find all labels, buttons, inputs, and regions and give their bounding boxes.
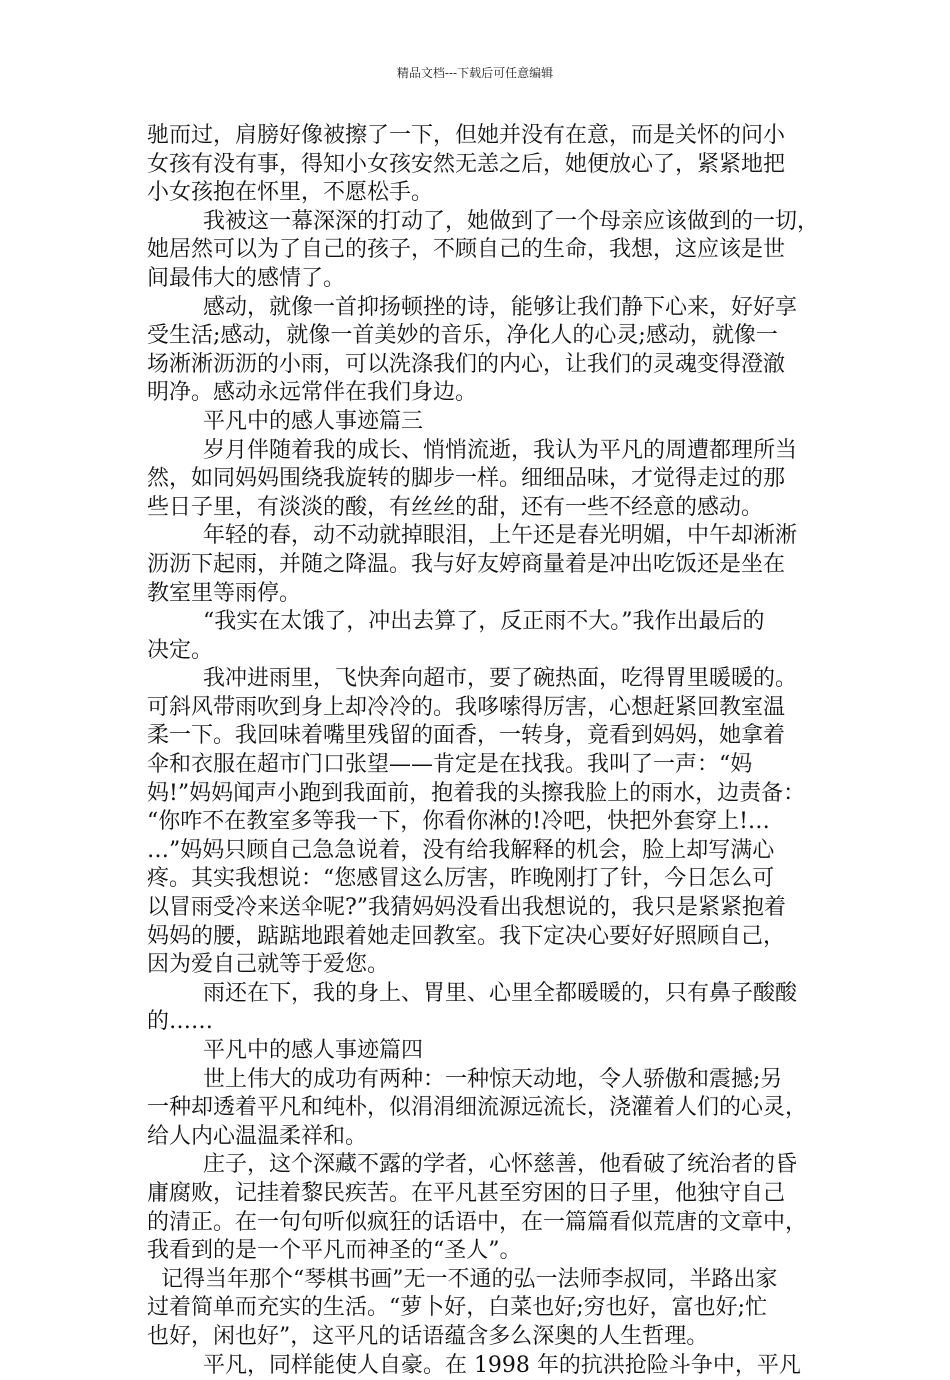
text-line: 给人内心温温柔祥和。 [147, 1123, 368, 1149]
text-line: 世上伟大的成功有两种：一种惊天动地，令人骄傲和震撼;另 [147, 1066, 783, 1092]
text-line: 的清正。在一句句听似疯狂的话语中，在一篇篇看似荒唐的文章中， [147, 1209, 808, 1235]
text-line: 沥沥下起雨，并随之降温。我与好友婷商量着是冲出吃饭还是坐在 [147, 551, 786, 577]
text-line: 我看到的是一个平凡而神圣的“圣人”。 [147, 1238, 522, 1264]
text-line: 庸腐败，记挂着黎民疾苦。在平凡甚至穷困的日子里，他独守自己 [147, 1180, 786, 1206]
text-line: 然，如同妈妈围绕我旋转的脚步一样。细细品味，才觉得走过的那 [147, 466, 786, 492]
text-line: 妈妈的腰，踮踮地跟着她走回教室。我下定决心要好好照顾自己， [147, 923, 786, 949]
text-line: 明净。感动永远常伴在我们身边。 [147, 380, 478, 406]
text-line: 教室里等雨停。 [147, 580, 302, 606]
text-line: 岁月伴随着我的成长、悄悄流逝，我认为平凡的周遭都理所当 [147, 437, 797, 463]
text-line: 过着简单而充实的生活。“萝卜好，白菜也好;穷也好，富也好;忙 [147, 1295, 768, 1321]
text-line: 场淅淅沥沥的小雨，可以洗涤我们的内心，让我们的灵魂变得澄澈 [147, 351, 786, 377]
text-line: 记得当年那个“琴棋书画”无一不通的弘一法师李叔同，半路出家 [147, 1266, 778, 1292]
text-line: 间最伟大的感情了。 [147, 265, 346, 291]
text-line: 平凡中的感人事迹篇三 [147, 408, 423, 434]
text-line: 平凡中的感人事迹篇四 [147, 1038, 423, 1063]
text-line: 可斜风带雨吹到身上却冷冷的。我哆嗦得厉害，心想赶紧回教室温 [147, 694, 786, 720]
text-line: 决定。 [147, 637, 214, 663]
text-line: 伞和衣服在超市门口张望——肯定是在找我。我叫了一声：“妈 [147, 752, 753, 778]
text-line: 驰而过，肩膀好像被擦了一下，但她并没有在意，而是关怀的问小 [147, 123, 786, 148]
text-line: 受生活;感动，就像一首美妙的音乐，净化人的心灵;感动，就像一 [147, 323, 778, 349]
text-line: 平凡，同样能使人自豪。在 1998 年的抗洪抢险斗争中，平凡 [147, 1352, 801, 1378]
text-line: 她居然可以为了自己的孩子，不顾自己的生命，我想，这应该是世 [147, 237, 786, 263]
text-line: 也好，闲也好”，这平凡的话语蕴含多么深奥的人生哲理。 [147, 1323, 709, 1349]
text-line: 以冒雨受冷来送伞呢?”我猜妈妈没看出我想说的，我只是紧紧抱着 [147, 895, 787, 921]
text-line: …”妈妈只顾自己急急说着，没有给我解释的机会，脸上却写满心 [147, 837, 775, 863]
text-line: 年轻的春，动不动就掉眼泪，上午还是春光明媚，中午却淅淅 [147, 523, 797, 549]
document-body [147, 122, 819, 1380]
text-line: 我被这一幕深深的打动了，她做到了一个母亲应该做到的一切， [147, 208, 819, 234]
text-line: 柔一下。我回味着嘴里残留的面香，一转身，竟看到妈妈，她拿着 [147, 723, 786, 749]
text-line: 些日子里，有淡淡的酸，有丝丝的甜，还有一些不经意的感动。 [147, 494, 764, 520]
text-line: 一种却透着平凡和纯朴，似涓涓细流源远流长，浇灌着人们的心灵， [147, 1095, 808, 1121]
text-line: 妈!”妈妈闻声小跑到我面前，抱着我的头擦我脸上的雨水，边责备： [147, 780, 806, 806]
text-line: 我冲进雨里，飞快奔向超市，要了碗热面，吃得胃里暖暖的。 [147, 666, 797, 692]
text-line: 的…… [147, 1009, 214, 1035]
text-line: 女孩有没有事，得知小女孩安然无恙之后，她便放心了，紧紧地把 [147, 151, 786, 177]
page-header: 精品文档---下载后可任意编辑 [396, 66, 554, 80]
text-line: 小女孩抱在怀里，不愿松手。 [147, 180, 434, 206]
text-line: 因为爱自己就等于爱您。 [147, 952, 390, 978]
text-line: 雨还在下，我的身上、胃里、心里全都暖暖的，只有鼻子酸酸 [147, 980, 797, 1006]
text-line: “你咋不在教室多等我一下，你看你淋的!冷吧，快把外套穿上!… [147, 809, 770, 835]
text-line: 感动，就像一首抑扬顿挫的诗，能够让我们静下心来，好好享 [147, 294, 797, 320]
text-line: 庄子，这个深藏不露的学者，心怀慈善，他看破了统治者的昏 [147, 1152, 797, 1178]
text-line: 疼。其实我想说：“您感冒这么厉害，昨晚刚打了针，今日怎么可 [147, 866, 775, 892]
text-line: “我实在太饿了，冲出去算了，反正雨不大。”我作出最后的 [147, 609, 765, 635]
